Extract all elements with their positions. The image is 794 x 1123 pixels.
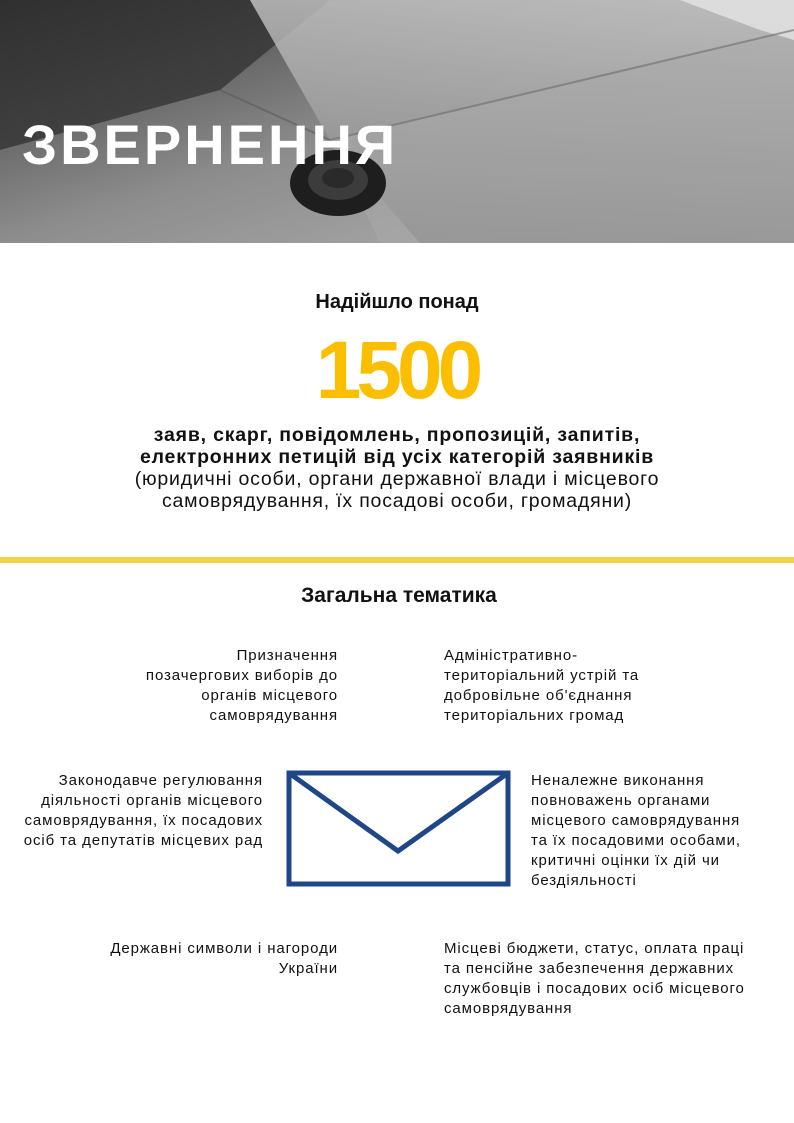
topic-line: та їх посадовими особами, bbox=[531, 832, 741, 849]
topic-early-elections bbox=[146, 646, 338, 726]
page-title: ЗВЕРНЕННЯ bbox=[22, 113, 399, 176]
intro-description bbox=[0, 468, 794, 512]
topic-line: територіальний устрій та bbox=[444, 667, 640, 684]
topic-legislative-regulation bbox=[24, 771, 263, 851]
topic-improper-performance bbox=[531, 771, 741, 891]
topic-line: Адміністративно- bbox=[444, 647, 578, 664]
topic-line: Законодавче регулювання bbox=[58, 772, 263, 789]
topic-line: Неналежне виконання bbox=[531, 772, 705, 789]
topic-line: Призначення bbox=[236, 647, 338, 664]
topic-line: позачергових виборів до bbox=[145, 667, 338, 684]
topic-local-budgets bbox=[444, 939, 745, 1019]
topic-line: самоврядування bbox=[209, 707, 338, 724]
topic-line: службовців і посадових осіб місцевого bbox=[444, 980, 745, 997]
topic-line: територіальних громад bbox=[444, 707, 625, 724]
topic-administrative-structure bbox=[444, 646, 639, 726]
total-count: 1500 bbox=[315, 325, 479, 416]
envelope-icon bbox=[286, 770, 512, 888]
topic-line: та пенсійне забезпечення державних bbox=[444, 960, 735, 977]
topic-line: осіб та депутатів місцевих рад bbox=[23, 832, 263, 849]
topic-line: України bbox=[278, 960, 338, 977]
section-divider bbox=[0, 557, 794, 563]
topic-line: органів місцевого bbox=[201, 687, 338, 704]
intro-lead: Надійшло понад bbox=[315, 291, 479, 313]
topic-line: добровільне об'єднання bbox=[444, 687, 633, 704]
topic-line: Державні символи і нагороди bbox=[110, 940, 338, 957]
topic-state-symbols bbox=[110, 939, 338, 979]
topic-line: діяльності органів місцевого bbox=[41, 792, 263, 809]
topic-line: повноважень органами bbox=[531, 792, 711, 809]
intro-line-2: електронних петицій від усіх категорій заявників bbox=[139, 446, 655, 468]
topic-line: самоврядування bbox=[444, 1000, 573, 1017]
topic-line: бездіяльності bbox=[531, 872, 637, 889]
intro-line-4: самоврядування, їх посадові особи, громадяни) bbox=[161, 490, 633, 512]
topic-line: місцевого самоврядування bbox=[531, 812, 741, 829]
topic-line: критичні оцінки їх дій чи bbox=[531, 852, 720, 869]
topic-line: самоврядування, їх посадових bbox=[24, 812, 263, 829]
intro-description-bold bbox=[0, 424, 794, 468]
intro-line-3: (юридичні особи, органи державної влади і місцевого bbox=[134, 468, 660, 490]
header-banner bbox=[0, 0, 794, 243]
section-title: Загальна тематика bbox=[301, 584, 497, 607]
topic-line: Місцеві бюджети, статус, оплата праці bbox=[444, 940, 745, 957]
intro-line-1: заяв, скарг, повідомлень, пропозицій, запитів, bbox=[153, 424, 641, 446]
